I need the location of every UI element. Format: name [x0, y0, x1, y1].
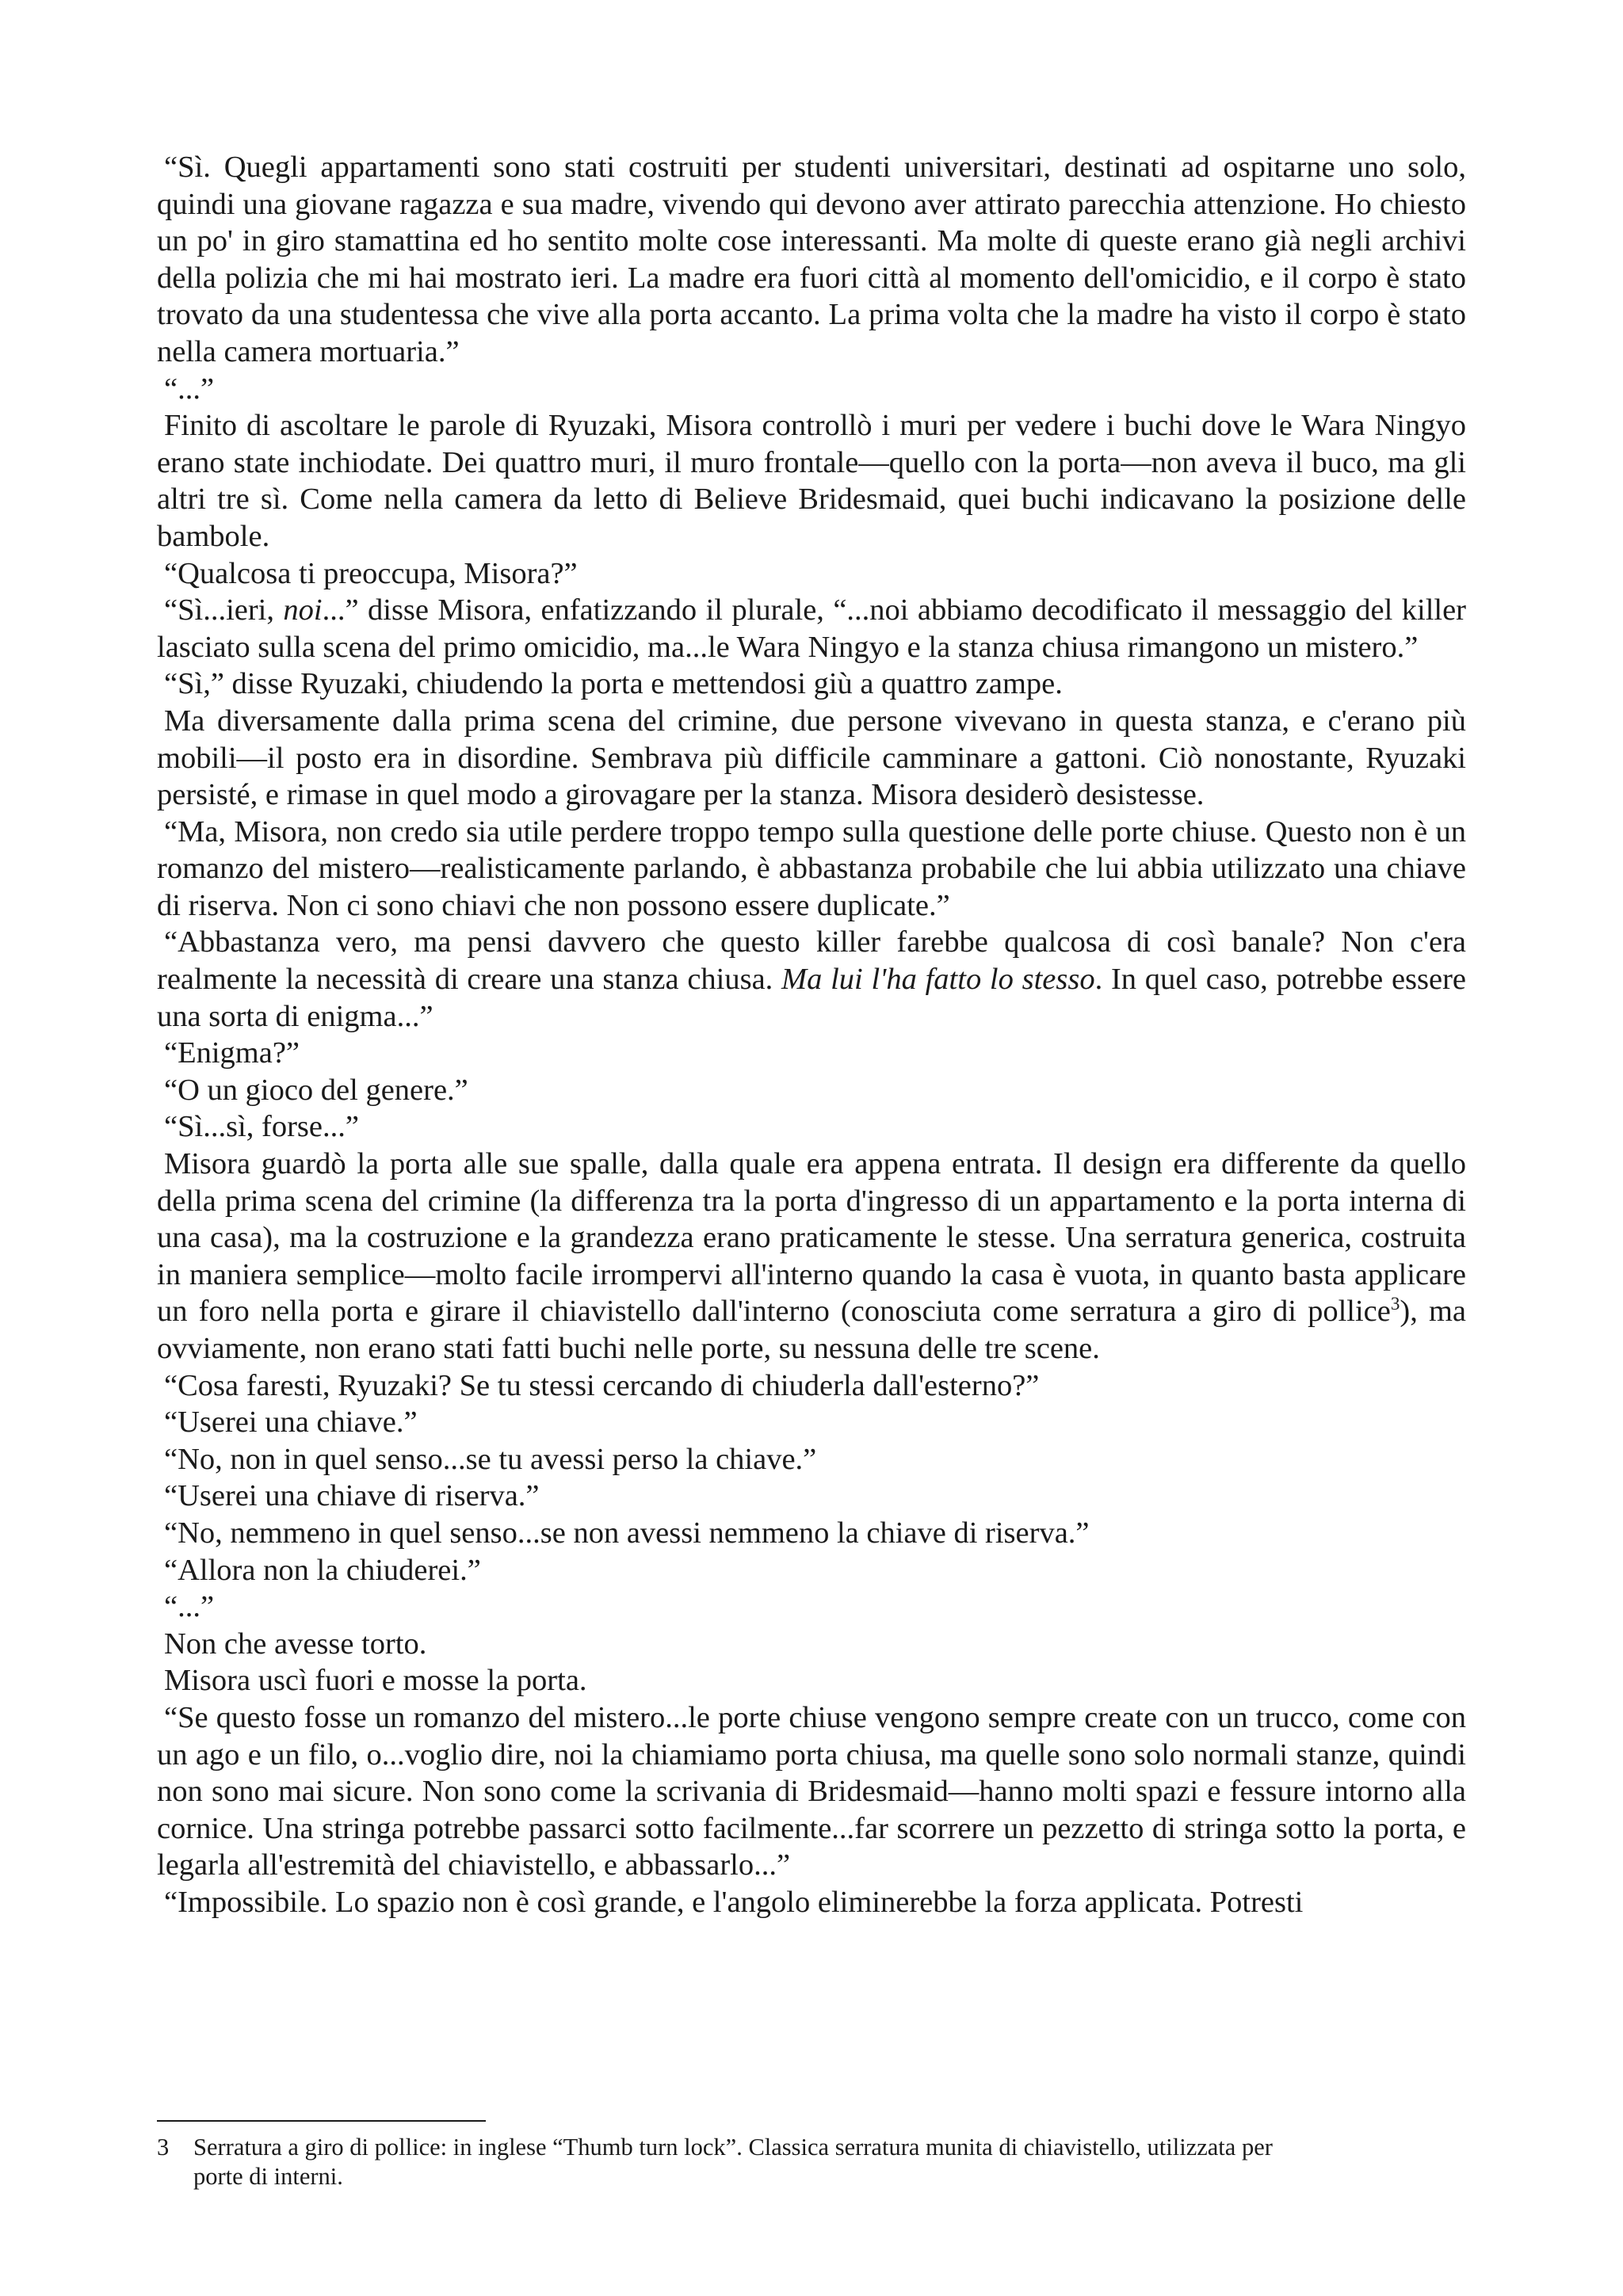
- text-segment: “Userei una chiave.”: [164, 1405, 418, 1440]
- footnote-separator: [157, 2120, 486, 2122]
- text-segment: “Sì. Quegli appartamenti sono stati costruiti per studenti universitari, destinati ad ospitarne uno solo, quindi una giovane ragazza e sua madre, vivendo qui devono aver attirato parecchia attenzione. Ho chiesto un po' in giro stamattina ed ho sentito molte cose interessanti. Ma molte di queste erano già negli archivi della polizia che mi hai mostrato ieri. La madre era fuori città al momento dell'omicidio, e il corpo è stato trovato da una studentessa che vive alla porta accanto. La prima volta che la madre ha visto il corpo è stato nella camera mortuaria.”: [157, 151, 1466, 368]
- paragraph: [157, 555, 1466, 593]
- text-segment: “No, non in quel senso...se tu avessi perso la chiave.”: [164, 1442, 817, 1476]
- paragraph: [157, 814, 1466, 925]
- text-segment: . In quel caso, potrebbe essere una sorta di enigma...”: [157, 963, 1466, 1033]
- paragraph: [157, 1146, 1466, 1367]
- italic-text: Ma lui l'ha fatto lo stesso: [781, 963, 1095, 997]
- text-segment: Misora uscì fuori e mosse la porta.: [164, 1664, 587, 1698]
- paragraph: [157, 371, 1466, 408]
- text-segment: “Allora non la chiuderei.”: [164, 1553, 481, 1587]
- paragraph: [157, 666, 1466, 703]
- paragraph: [157, 924, 1466, 1035]
- text-segment: Non che avesse torto.: [164, 1627, 427, 1661]
- paragraph: [157, 1884, 1466, 1921]
- text-segment: “Userei una chiave di riserva.”: [164, 1479, 540, 1513]
- italic-text: noi: [283, 593, 323, 627]
- text-segment: “...”: [164, 1590, 215, 1624]
- text-segment: Misora guardò la porta alle sue spalle, dalla quale era appena entrata. Il design era differente da quello della prima scena del crimine (la differenza tra la porta d'ingresso di un appartamento e la porta interna di una casa), ma la costruzione e la grandezza erano praticamente le stesse. Una serratura generica, costruita in maniera semplice—molto facile irrompervi all'interno quando la casa è vuota, in quanto basta applicare un foro nella porta e girare il chiavistello dall'interno (conosciuta come serratura a giro di pollice: [157, 1147, 1466, 1329]
- text-segment: Ma diversamente dalla prima scena del crimine, due persone vivevano in questa stanza, e c'erano più mobili—il posto era in disordine. Sembrava più difficile camminare a gattoni. Ciò nonostante, Ryuzaki persisté, e rimase in quel modo a girovagare per la stanza. Misora desiderò desistesse.: [157, 704, 1466, 812]
- paragraph: [157, 1662, 1466, 1699]
- text-segment: ), ma ovviamente, non erano stati fatti buchi nelle porte, su nessuna delle tre scene.: [157, 1295, 1466, 1365]
- text-segment: “Sì...ieri,: [164, 593, 284, 627]
- body-text: [157, 149, 1466, 1921]
- text-segment: “Qualcosa ti preoccupa, Misora?”: [164, 556, 578, 590]
- text-segment: ...” disse Misora, enfatizzando il plurale, “...noi abbiamo decodificato il messaggio del killer lasciato sulla scena del primo omicidio, ma...le Wara Ningyo e la stanza chiusa rimangono un mistero.”: [157, 593, 1466, 664]
- paragraph: [157, 1626, 1466, 1663]
- paragraph: [157, 1699, 1466, 1884]
- text-segment: “Enigma?”: [164, 1036, 300, 1070]
- text-segment: “O un gioco del genere.”: [164, 1073, 468, 1107]
- paragraph: [157, 592, 1466, 666]
- footnote-reference: 3: [1390, 1293, 1400, 1314]
- text-segment: “Sì...sì, forse...”: [164, 1110, 359, 1144]
- paragraph: [157, 1552, 1466, 1589]
- paragraph: [157, 1367, 1466, 1405]
- paragraph: [157, 1441, 1466, 1478]
- footnote: [157, 2133, 1466, 2191]
- footnote-number: 3: [157, 2134, 170, 2161]
- paragraph: [157, 703, 1466, 814]
- text-segment: “Ma, Misora, non credo sia utile perdere troppo tempo sulla questione delle porte chiuse. Questo non è un romanzo del mistero—realisticamente parlando, è abbastanza probabile che lui abbia utilizzato una chiave di riserva. Non ci sono chiavi che non possono essere duplicate.”: [157, 814, 1466, 922]
- paragraph: [157, 1404, 1466, 1441]
- text-segment: “...”: [164, 372, 215, 406]
- text-segment: “Sì,” disse Ryuzaki, chiudendo la porta e mettendosi giù a quattro zampe.: [164, 667, 1063, 701]
- paragraph: [157, 1108, 1466, 1146]
- paragraph: [157, 407, 1466, 555]
- paragraph: [157, 1589, 1466, 1626]
- paragraph: [157, 1478, 1466, 1515]
- paragraph: [157, 1035, 1466, 1072]
- footnote-text: Serratura a giro di pollice: in inglese “Thumb turn lock”. Classica serratura munita di chiavistello, utilizzata per porte di interni.: [193, 2134, 1273, 2190]
- text-segment: “Cosa faresti, Ryuzaki? Se tu stessi cercando di chiuderla dall'esterno?”: [164, 1368, 1040, 1402]
- paragraph: [157, 1515, 1466, 1552]
- text-segment: Finito di ascoltare le parole di Ryuzaki, Misora controllò i muri per vedere i buchi dove le Wara Ningyo erano state inchiodate. Dei quattro muri, il muro frontale—quello con la porta—non aveva il buco, ma gli altri tre sì. Come nella camera da letto di Believe Bridesmaid, quei buchi indicavano la posizione delle bambole.: [157, 409, 1466, 553]
- text-segment: “Se questo fosse un romanzo del mistero...le porte chiuse vengono sempre create con un trucco, come con un ago e un filo, o...voglio dire, noi la chiamiamo porta chiusa, ma quelle sono solo normali stanze, quindi non sono mai sicure. Non sono come la scrivania di Bridesmaid—hanno molti spazi e fessure intorno alla cornice. Una stringa potrebbe passarci sotto facilmente...far scorrere un pezzetto di stringa sotto la porta, e legarla all'estremità del chiavistello, e abbassarlo...”: [157, 1700, 1466, 1882]
- paragraph: [157, 149, 1466, 371]
- text-segment: “Abbastanza vero, ma pensi davvero che questo killer farebbe qualcosa di così banale? Non c'era realmente la necessità di creare una stanza chiusa.: [157, 925, 1466, 997]
- text-segment: “Impossibile. Lo spazio non è così grande, e l'angolo eliminerebbe la forza applicata. Potresti: [164, 1885, 1304, 1919]
- paragraph: [157, 1072, 1466, 1109]
- text-segment: “No, nemmeno in quel senso...se non avessi nemmeno la chiave di riserva.”: [164, 1516, 1090, 1550]
